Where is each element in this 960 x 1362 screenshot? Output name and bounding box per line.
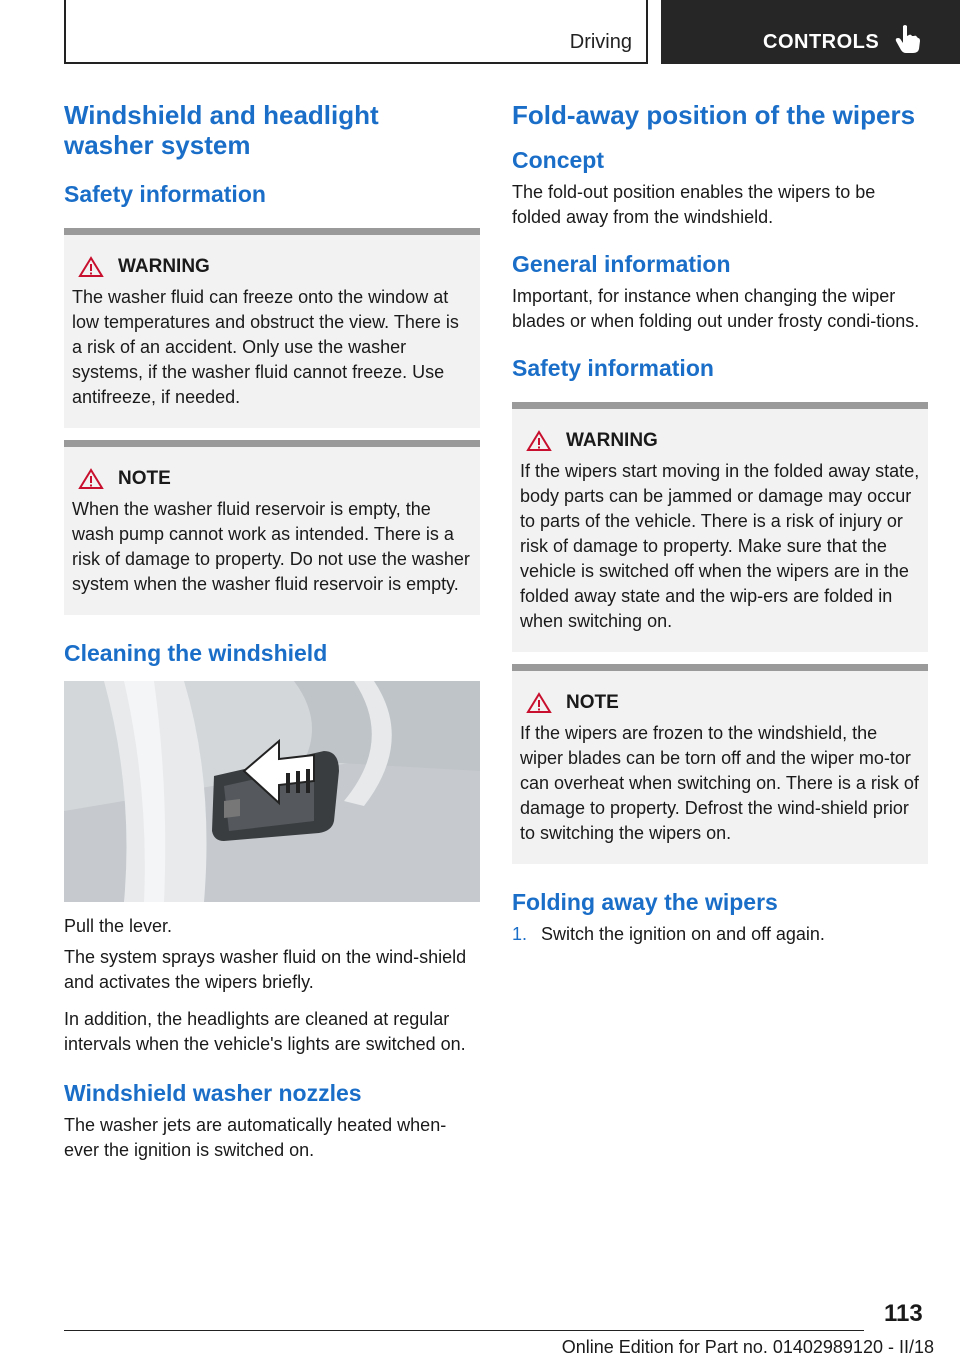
lever-pull-illustration — [64, 681, 480, 902]
general-text: Important, for instance when changing the wiper blades or when folding out under frosty condi‐tions. — [512, 286, 920, 331]
warning-label: WARNING — [118, 256, 210, 277]
spray-text: The system sprays washer fluid on the wind‐shield and activates the wipers briefly. — [64, 947, 467, 992]
warning-triangle-icon — [78, 256, 104, 278]
note-text: When the washer fluid reservoir is empty, the wash pump cannot work as intended. There is a risk of damage to property. Do not use the washer system when the washer fluid reservoir is empty. — [72, 499, 470, 594]
step-text: Switch the ignition on and off again. — [541, 924, 825, 944]
heading-folding-away: Folding away the wipers — [512, 889, 778, 915]
header-section-label: Driving — [569, 31, 632, 53]
warning-box — [64, 228, 480, 428]
note-box — [64, 440, 480, 615]
warning-triangle-icon — [526, 430, 552, 452]
step-number: 1. — [512, 924, 528, 944]
warning-label: WARNING — [566, 430, 658, 451]
heading-cleaning-windshield: Cleaning the windshield — [64, 640, 328, 666]
note-text: If the wipers are frozen to the windshield, the wiper blades can be torn off and the wiper mo‐tor can overheat when switching on. There is a risk of damage to property. Defrost the wind‐shield prior to switching the wipers on. — [520, 723, 919, 843]
left-column — [64, 100, 480, 1163]
list-item — [512, 922, 928, 947]
heading-safety-information: Safety information — [64, 181, 266, 207]
warning-box — [512, 402, 928, 652]
edition-text: Online Edition for Part no. 01402989120 - II/18 — [561, 1337, 934, 1357]
nozzles-text: The washer jets are automatically heated when‐ever the ignition is switched on. — [64, 1115, 447, 1160]
note-box — [512, 664, 928, 864]
heading-washer-nozzles: Windshield washer nozzles — [64, 1080, 362, 1106]
footer — [64, 1330, 934, 1357]
header-section-tab — [64, 0, 648, 64]
pointing-hand-icon — [895, 24, 921, 54]
headlights-text: In addition, the headlights are cleaned at regular intervals when the vehicle's lights are switched on. — [64, 1009, 466, 1054]
warning-triangle-icon — [78, 468, 104, 490]
header-chapter-label: CONTROLS — [763, 31, 880, 53]
warning-text: If the wipers start moving in the folded away state, body parts can be jammed or damage may occur to parts of the vehicle. There is a risk of injury or risk of damage to property. Make sure that the vehicle is switched off when the wipers are in the folded away state and the wip‐ers are folded in when switching on. — [520, 461, 920, 631]
header-chapter-tab — [661, 0, 960, 64]
concept-text: The fold-out position enables the wipers to be folded away from the windshield. — [512, 182, 876, 227]
section-title-fold-away: Fold-away position of the wipers — [512, 100, 916, 130]
heading-concept: Concept — [512, 147, 604, 173]
right-column — [512, 100, 928, 947]
pull-lever-text: Pull the lever. — [64, 916, 173, 936]
note-label: NOTE — [118, 468, 171, 489]
warning-triangle-icon — [526, 692, 552, 714]
page-number: 113 — [884, 1300, 923, 1327]
section-title-washer-system: Windshield and headlight washer system — [64, 100, 379, 160]
heading-general-information: General information — [512, 251, 731, 277]
warning-text: The washer fluid can freeze onto the window at low temperatures and obstruct the view. There is a risk of an accident. Only use the washer systems, if the washer fluid cannot freeze. Use antifreeze, if needed. — [72, 287, 459, 407]
note-label: NOTE — [566, 692, 619, 713]
heading-safety-information: Safety information — [512, 355, 714, 381]
